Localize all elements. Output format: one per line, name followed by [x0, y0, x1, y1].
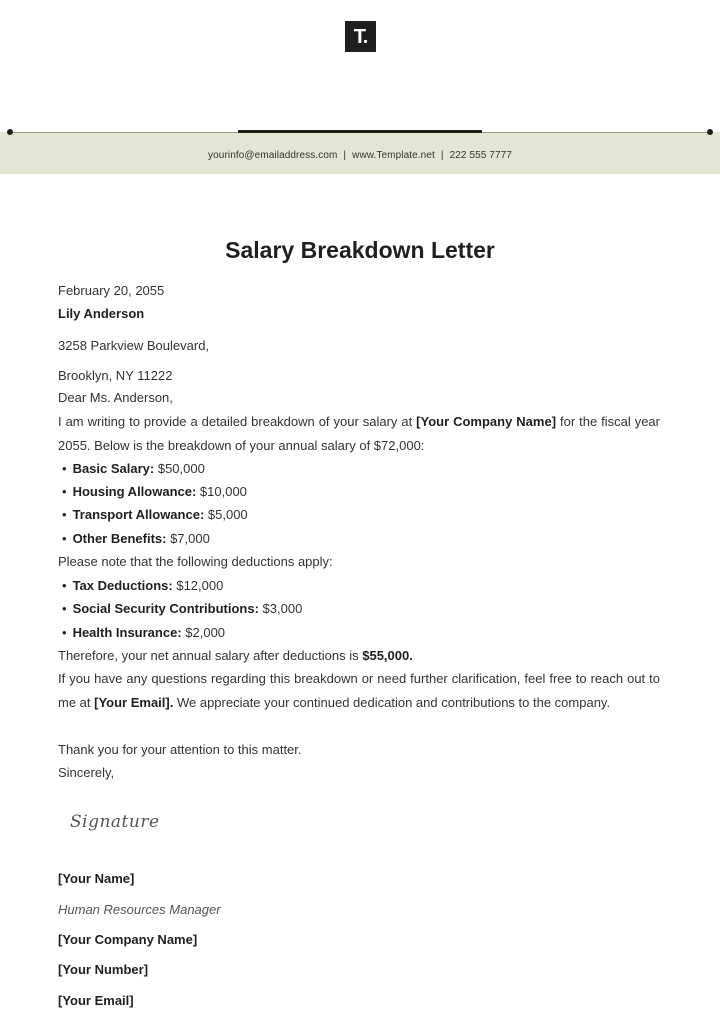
salutation: Dear Ms. Anderson, — [58, 390, 173, 405]
contact-phone: 222 555 7777 — [449, 150, 512, 161]
divider-dot-right — [707, 129, 713, 135]
contact-separator: | — [440, 150, 444, 161]
company-placeholder: [Your Company Name] — [416, 414, 557, 429]
page-title: Salary Breakdown Letter — [225, 237, 495, 263]
intro-paragraph — [58, 410, 660, 457]
net-amount: $55,000. — [362, 648, 413, 663]
earning-label: Transport Allowance: — [72, 507, 205, 522]
deduction-item — [62, 597, 302, 621]
deduction-value: $12,000 — [172, 578, 224, 593]
recipient-street: 3258 Parkview Boulevard, — [58, 338, 210, 353]
email-placeholder: [Your Email]. — [94, 694, 174, 710]
signature: Signature — [70, 812, 160, 832]
deductions-intro: Please note that the following deductions apply: — [58, 554, 333, 569]
contact-email: yourinfo@emailaddress.com — [208, 150, 338, 161]
sender-email: [Your Email] — [58, 993, 134, 1008]
earning-item — [62, 480, 247, 504]
questions-text: If you have any questions regarding this breakdown or need further clarification, feel free to reach out to me at — [58, 671, 660, 710]
intro-text-end: for the fiscal year 2055. Below is the breakdown of your annual salary of $72,000: — [58, 414, 660, 453]
template-logo — [345, 21, 376, 52]
earning-value: $50,000 — [154, 461, 205, 476]
letter-date: February 20, 2055 — [58, 283, 165, 298]
deduction-label: Health Insurance: — [72, 625, 182, 640]
earning-value: $7,000 — [166, 531, 210, 546]
deduction-value: $3,000 — [258, 601, 303, 616]
recipient-name: Lily Anderson — [58, 306, 145, 321]
divider-dot-left — [7, 129, 13, 135]
recipient-city: Brooklyn, NY 11222 — [58, 368, 173, 383]
earning-value: $10,000 — [196, 484, 247, 499]
closing: Sincerely, — [58, 765, 115, 780]
earning-label: Housing Allowance: — [72, 484, 197, 499]
deduction-label: Social Security Contributions: — [72, 601, 259, 616]
contact-line — [0, 150, 720, 161]
net-text: Therefore, your net annual salary after deductions is — [58, 648, 363, 663]
sender-name: [Your Name] — [58, 871, 135, 886]
net-salary-line — [58, 644, 660, 668]
deduction-value: $2,000 — [181, 625, 226, 640]
earning-item — [62, 457, 205, 481]
sender-number: [Your Number] — [58, 962, 149, 977]
deduction-item — [62, 621, 225, 645]
intro-text: I am writing to provide a detailed breakdown of your salary at — [58, 414, 417, 429]
header-accent-bar — [238, 130, 482, 133]
earning-value: $5,000 — [204, 507, 248, 522]
earning-label: Basic Salary: — [72, 461, 155, 476]
contact-separator: | — [343, 150, 347, 161]
deduction-item — [62, 574, 223, 598]
earning-item — [62, 503, 248, 527]
questions-text-end: We appreciate your continued dedication and contributions to the company. — [173, 694, 611, 710]
earning-item — [62, 527, 210, 551]
sender-role: Human Resources Manager — [58, 902, 221, 917]
sender-company: [Your Company Name] — [58, 932, 198, 947]
earning-label: Other Benefits: — [72, 531, 167, 546]
questions-paragraph — [58, 667, 660, 714]
deduction-label: Tax Deductions: — [72, 578, 173, 593]
logo-letter: T. — [353, 25, 368, 48]
contact-website: www.Template.net — [352, 150, 435, 161]
thanks-line: Thank you for your attention to this matter. — [58, 742, 302, 757]
